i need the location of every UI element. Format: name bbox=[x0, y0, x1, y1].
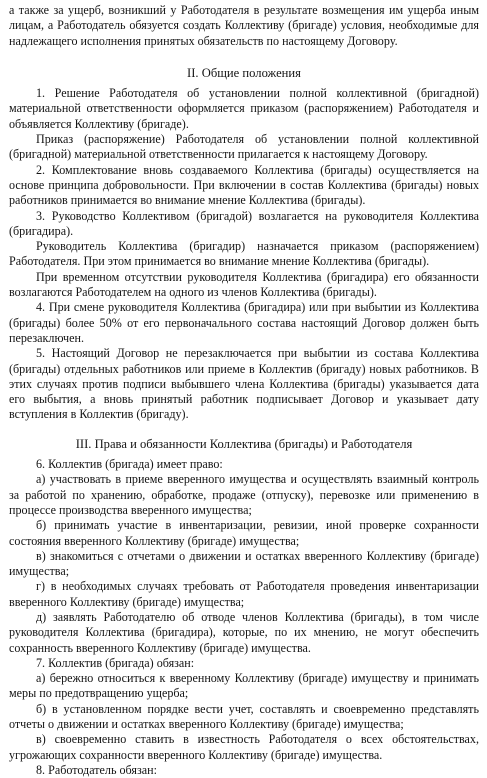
paragraph-3-absence: При временном отсутствии руководителя Коллектива (бригадира) его обязанности возлагаются Работодателем на одного из членов Коллектива (бригады). bbox=[9, 269, 479, 300]
paragraph-7-item-v: в) своевременно ставить в известность Работодателя о всех обстоятельствах, угрожающих сохранности вверенного Коллективу (бригаде) имущества. bbox=[9, 732, 479, 762]
paragraph-3: 3. Руководство Коллективом (бригадой) возлагается на руководителя Коллектива (бригадира). bbox=[9, 208, 479, 238]
paragraph-6-item-g: г) в необходимых случаях требовать от Работодателя проведения инвентаризации вверенного Коллективу (бригаде) имущества; bbox=[9, 579, 479, 609]
paragraph-4: 4. При смене руководителя Коллектива (бригадира) или при выбытии из Коллектива (бригады) более 50% от его первоначального состава настоящий Договор должен быть перезаключен. bbox=[9, 300, 479, 345]
paragraph-8: 8. Работодатель обязан: bbox=[36, 762, 157, 777]
paragraph-6: 6. Коллектив (бригада) имеет право: bbox=[36, 457, 223, 472]
paragraph-6-item-d: д) заявлять Работодателю об отводе членов Коллектива (бригады), в том числе руководителя Коллектива (бригадира), которые, по их мнению, не могут обеспечить сохранность вверенного Коллективу (бригаде) имущества. bbox=[9, 609, 479, 655]
paragraph-2: 2. Комплектование вновь создаваемого Коллектива (бригады) осуществляется на основе принципа добровольности. При включении в состав Коллектива (бригады) новых работников принимается во внимание мнение Коллектива (бригады). bbox=[9, 162, 479, 208]
paragraph-1: 1. Решение Работодателя об установлении полной коллективной (бригадной) материальной ответственности оформляется приказом (распоряжением) Работодателя и объявляется Коллективу (бригаде). bbox=[9, 86, 479, 131]
paragraph-3-appointment: Руководитель Коллектива (бригадир) назначается приказом (распоряжением) Работодателя. При этом принимается во внимание мнение Коллектива (бригады). bbox=[9, 239, 479, 269]
intro-paragraph: а также за ущерб, возникший у Работодателя в результате возмещения им ущерба иным лицам, а Работодатель обязуется создать Коллективу (бригаде) условия, необходимые для надлежащего исполнения принятых обязательств по настоящему Договору. bbox=[9, 3, 479, 48]
paragraph-1-order-attachment: Приказ (распоряжение) Работодателя об установлении полной коллективной (бригадной) материальной ответственности прилагается к настоящему Договору. bbox=[9, 132, 479, 162]
section-2-heading: II. Общие положения bbox=[187, 65, 301, 80]
paragraph-7: 7. Коллектив (бригада) обязан: bbox=[36, 655, 195, 670]
paragraph-5: 5. Настоящий Договор не перезаключается при выбытии из состава Коллектива (бригады) отдельных работников или приеме в Коллектив (бригаду) новых работников. В этих случаях против подписи выбывшего члена Коллектива (бригады) указывается дата его выбытия, а вновь принятый работник подписывает Договор и указывает дату вступления в Коллектив (бригаду). bbox=[9, 346, 479, 422]
paragraph-7-item-a: а) бережно относиться к вверенному Коллективу (бригаде) имуществу и принимать меры по предотвращению ущерба; bbox=[9, 671, 479, 701]
section-3-heading: III. Права и обязанности Коллектива (бригады) и Работодателя bbox=[75, 436, 413, 451]
paragraph-7-item-b: б) в установленном порядке вести учет, составлять и своевременно представлять отчеты о движении и остатках вверенного Коллективу (бригаде) имущества; bbox=[9, 701, 479, 732]
paragraph-6-item-b: б) принимать участие в инвентаризации, ревизии, иной проверке сохранности состояния вверенного Коллективу (бригаде) имущества; bbox=[9, 518, 479, 548]
paragraph-6-item-a: а) участвовать в приеме вверенного имущества и осуществлять взаимный контроль за работой по хранению, обработке, продаже (отпуску), перевозке или применению в процессе производства вверенного имущества; bbox=[9, 472, 479, 517]
paragraph-6-item-v: в) знакомиться с отчетами о движении и остатках вверенного Коллективу (бригаде) имущества; bbox=[9, 548, 479, 579]
